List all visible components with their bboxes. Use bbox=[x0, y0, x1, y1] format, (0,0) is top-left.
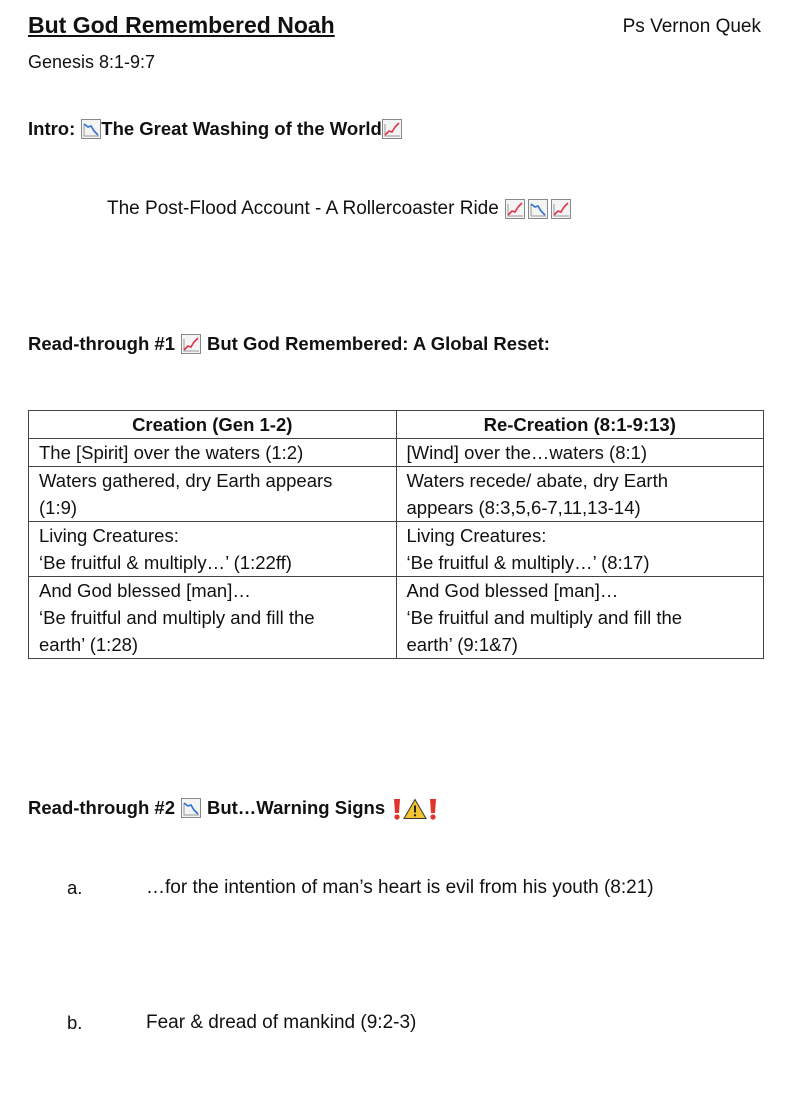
table-cell bbox=[29, 522, 397, 577]
point-a-marker: a. bbox=[67, 877, 83, 898]
table-cell bbox=[396, 467, 764, 522]
intro-title: The Great Washing of the World bbox=[101, 118, 382, 139]
intro-heading bbox=[28, 118, 402, 140]
table-cell bbox=[29, 467, 397, 522]
author-name: Ps Vernon Quek bbox=[622, 16, 761, 37]
exclamation-icon bbox=[427, 798, 439, 818]
cell-line: earth’ (1:28) bbox=[39, 634, 139, 655]
chart-increasing-icon bbox=[181, 334, 201, 354]
table-cell bbox=[396, 577, 764, 659]
chart-decreasing-icon bbox=[81, 119, 101, 139]
readthrough-2-label: Read-through #2 bbox=[28, 797, 175, 818]
cell-line: And God blessed [man]… bbox=[406, 580, 619, 601]
chart-increasing-icon bbox=[551, 199, 571, 219]
chart-increasing-icon bbox=[505, 199, 525, 219]
table-row bbox=[29, 467, 764, 522]
table-row bbox=[29, 577, 764, 659]
point-b-text: Fear & dread of mankind (9:2-3) bbox=[146, 1012, 417, 1033]
post-flood-subheading bbox=[107, 198, 571, 220]
cell-line: Living Creatures: bbox=[39, 525, 179, 546]
table-header-row bbox=[29, 411, 764, 439]
cell-line: ‘Be fruitful and multiply and fill the bbox=[39, 607, 315, 628]
cell-line: ‘Be fruitful & multiply…’ (8:17) bbox=[406, 552, 650, 573]
subheading-text: The Post-Flood Account - A Rollercoaster Ride bbox=[107, 198, 499, 219]
table-row bbox=[29, 522, 764, 577]
readthrough-1-label: Read-through #1 bbox=[28, 333, 175, 354]
scripture-passage: Genesis 8:1-9:7 bbox=[28, 52, 156, 72]
readthrough-1-title: But God Remembered: A Global Reset: bbox=[206, 333, 550, 354]
cell-line: earth’ (9:1&7) bbox=[406, 634, 518, 655]
cell-line: Living Creatures: bbox=[406, 525, 547, 546]
readthrough-1-heading bbox=[28, 333, 550, 355]
creation-comparison-table bbox=[28, 410, 764, 659]
cell-line: The [Spirit] over the waters (1:2) bbox=[39, 442, 304, 463]
table-cell bbox=[396, 522, 764, 577]
chart-increasing-icon bbox=[382, 119, 402, 139]
cell-line: Waters recede/ abate, dry Earth bbox=[406, 470, 669, 491]
warning-icon bbox=[403, 798, 427, 818]
cell-line: (1:9) bbox=[39, 497, 78, 518]
intro-label: Intro: bbox=[28, 118, 76, 139]
cell-line: ‘Be fruitful and multiply and fill the bbox=[406, 607, 683, 628]
column-header-recreation: Re-Creation (8:1-9:13) bbox=[396, 411, 764, 439]
table-cell bbox=[29, 439, 397, 467]
point-a-text: …for the intention of man’s heart is evil from his youth (8:21) bbox=[146, 877, 654, 898]
exclamation-icon bbox=[391, 798, 403, 818]
document-title: But God Remembered Noah bbox=[28, 12, 335, 38]
chart-decreasing-icon bbox=[181, 798, 201, 818]
point-b-marker: b. bbox=[67, 1012, 83, 1033]
readthrough-2-heading bbox=[28, 797, 439, 819]
cell-line: ‘Be fruitful & multiply…’ (1:22ff) bbox=[39, 552, 292, 573]
table-row bbox=[29, 439, 764, 467]
table-cell bbox=[29, 577, 397, 659]
cell-line: appears (8:3,5,6-7,11,13-14) bbox=[406, 497, 641, 518]
chart-decreasing-icon bbox=[528, 199, 548, 219]
table-cell bbox=[396, 439, 764, 467]
cell-line: Waters gathered, dry Earth appears bbox=[39, 470, 333, 491]
readthrough-2-title: But…Warning Signs bbox=[206, 797, 386, 818]
column-header-creation: Creation (Gen 1-2) bbox=[29, 411, 397, 439]
cell-line: [Wind] over the…waters (8:1) bbox=[406, 442, 648, 463]
cell-line: And God blessed [man]… bbox=[39, 580, 251, 601]
